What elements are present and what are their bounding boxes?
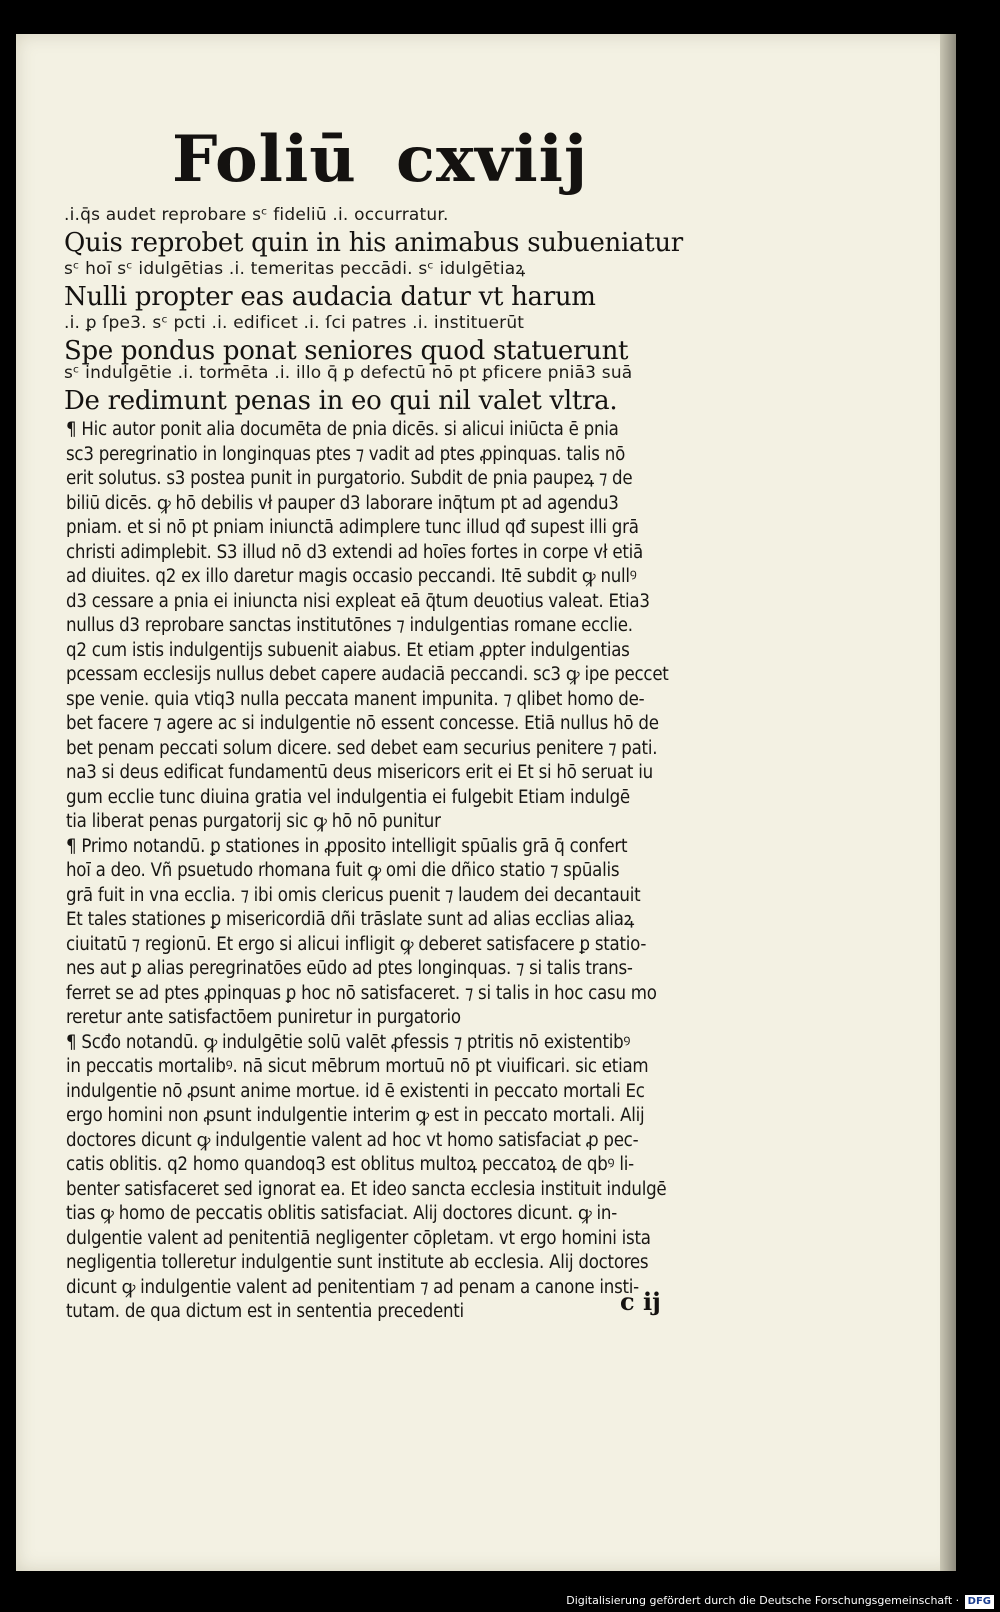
commentary-line: in peccatis mortalibꝰ. nā sicut mēbrum mortuū nō pt viuificari. sic etiam	[66, 1056, 649, 1077]
credit-text: Digitalisierung gefördert durch die Deutsche Forschungsgemeinschaft ·	[566, 1594, 960, 1607]
commentary-line: nullus d3 reprobare sanctas institutōnes ⁊ indulgentias romane ecclie.	[66, 615, 633, 636]
folio-number: cxviij	[396, 122, 589, 197]
commentary-text	[66, 418, 706, 1325]
commentary-line: grā fuit in vna ecclia. ⁊ ibi omis clericus puenit ⁊ laudem dei decantauit	[66, 884, 641, 906]
commentary-line: sc3 peregrinatio in longinquas ptes ⁊ vadit ad ptes ꝓpinquas. talis nō	[66, 443, 625, 465]
verse-line: De redimunt penas in eo qui nil valet vltra.	[64, 386, 618, 416]
commentary-line: tutam. de qua dictum est in sententia precedenti	[66, 1301, 464, 1322]
commentary-line: ¶ Primo notandū. ꝑ stationes in ꝓposito intelligit spūalis grā q̄ confert	[66, 835, 628, 857]
commentary-line: d3 cessare a pnia ei iniuncta nisi expleat eā q̄tum deuotius valeat. Etia3	[66, 590, 650, 612]
commentary-line: catis oblitis. q2 homo quandoq3 est oblitus multoꝝ peccatoꝝ de qbꝰ li-	[66, 1154, 634, 1175]
commentary-line: ciuitatū ⁊ regionū. Et ergo si alicui infligit ꝙ deberet satisfacere ꝑ statio-	[66, 933, 647, 955]
verse-line: Nulli propter eas audacia datur vt harum	[64, 282, 596, 312]
commentary-line: doctores dicunt ꝙ indulgentie valent ad hoc vt homo satisfaciat ꝓ pec-	[66, 1129, 639, 1151]
folio-label: Foliū	[172, 122, 357, 197]
commentary-line: ad diuites. q2 ex illo daretur magis occasio peccandi. Itē subdit ꝙ nullꝰ	[66, 566, 637, 587]
interlinear-gloss: .i. ꝑ ſpe3. sᶜ pcti .i. edificet .i. ſci patres .i. instituerūt	[64, 313, 525, 333]
verse-line: Quis reprobet quin in his animabus subueniatur	[64, 228, 683, 258]
verse-block-2	[64, 258, 704, 314]
signature-mark: c ij	[620, 1287, 661, 1316]
commentary-line: ergo homini non ꝓsunt indulgentie interim ꝙ est in peccato mortali. Alij	[66, 1105, 645, 1126]
commentary-line: tia liberat penas purgatorij sic ꝙ hō nō punitur	[66, 811, 441, 832]
commentary-line: negligentia tolleretur indulgentie sunt institute ab ecclesia. Alij doctores	[66, 1252, 649, 1273]
verse-block-3	[64, 312, 704, 368]
commentary-line: ¶ Hic autor ponit alia documēta de pnia dicēs. si alicui iniūcta ē pnia	[66, 419, 619, 440]
commentary-line: na3 si deus edificat fundamentū deus misericors erit ei Et si hō seruat iu	[66, 762, 653, 783]
verse-line: Spe pondus ponat seniores quod statuerunt	[64, 336, 629, 366]
interlinear-gloss: sᶜ indulgētie .i. tormēta .i. illo q̄ ꝑ defectū nō pt ꝑficere pniā3 suā	[64, 363, 633, 383]
commentary-line: biliū dicēs. ꝙ hō debilis vł pauper d3 laborare inq̄tum pt ad agendu3	[66, 492, 619, 514]
verse-block-4	[64, 362, 704, 418]
commentary-line: nes aut ꝑ alias peregrinatōes eūdo ad ptes longinquas. ⁊ si talis trans-	[66, 958, 633, 979]
commentary-line: ¶ Scđo notandū. ꝙ indulgētie solū valēt ꝓfessis ⁊ ptritis nō existentibꝰ	[66, 1031, 631, 1053]
verse-block-1	[64, 204, 704, 260]
commentary-line: bet facere ⁊ agere ac si indulgentie nō essent concesse. Etiā nullus hō de	[66, 713, 659, 734]
page-edge-shadow	[940, 34, 956, 1571]
commentary-line: christi adimplebit. S3 illud nō d3 extendi ad hoīes fortes in corpe vł etiā	[66, 541, 643, 563]
commentary-line: tias ꝙ homo de peccatis oblitis satisfaciat. Alij doctores dicunt. ꝙ in-	[66, 1203, 617, 1224]
commentary-line: Et tales stationes ꝑ misericordiā dñi trāslate sunt ad alias ecclias aliaꝝ	[66, 909, 635, 930]
commentary-line: dulgentie valent ad penitentiā negligenter cōpletam. vt ergo homini ista	[66, 1227, 651, 1249]
commentary-line: spe venie. quia vtiq3 nulla peccata manent impunita. ⁊ qlibet homo de-	[66, 688, 645, 710]
commentary-line: reretur ante satisfactōem puniretur in purgatorio	[66, 1007, 461, 1028]
interlinear-gloss: sᶜ hoī sᶜ idulgētias .i. temeritas peccādi. sᶜ idulgētiaꝝ	[64, 259, 526, 279]
dfg-logo: DFG	[965, 1595, 994, 1609]
commentary-line: erit solutus. s3 postea punit in purgatorio. Subdit de pnia paupeꝝ ⁊ de	[66, 468, 633, 489]
commentary-line: q2 cum istis indulgentijs subuenit aiabus. Et etiam ꝓpter indulgentias	[66, 639, 630, 661]
commentary-line: hoī a deo. Vñ psuetudo rhomana fuit ꝙ omi die dñico statio ⁊ spūalis	[66, 860, 620, 881]
interlinear-gloss: .i.q̄s audet reprobare sᶜ fideliū .i. occurratur.	[64, 205, 449, 225]
commentary-line: gum ecclie tunc diuina gratia vel indulgentia ei fulgebit Etiam indulgē	[66, 786, 630, 808]
commentary-line: benter satisfaceret sed ignorat ea. Et ideo sancta ecclesia instituit indulgē	[66, 1178, 667, 1200]
commentary-line: pcessam ecclesijs nullus debet capere audaciā peccandi. sc3 ꝙ ipe peccet	[66, 664, 669, 685]
commentary-line: ferret se ad ptes ꝓpinquas ꝑ hoc nō satisfaceret. ⁊ si talis in hoc casu mo	[66, 982, 657, 1004]
running-head	[172, 110, 589, 210]
commentary-line: dicunt ꝙ indulgentie valent ad penitentiam ⁊ ad penam a canone insti-	[66, 1276, 639, 1298]
commentary-line: bet penam peccati solum dicere. sed debet eam securius penitere ⁊ pati.	[66, 737, 658, 759]
commentary-line: pniam. et si nō pt pniam iniunctā adimplere tunc illud qđ supest illi grā	[66, 517, 639, 538]
digitization-credit	[566, 1592, 994, 1610]
commentary-line: indulgentie nō ꝓsunt anime mortue. id ē existenti in peccato mortali Ec	[66, 1080, 645, 1102]
